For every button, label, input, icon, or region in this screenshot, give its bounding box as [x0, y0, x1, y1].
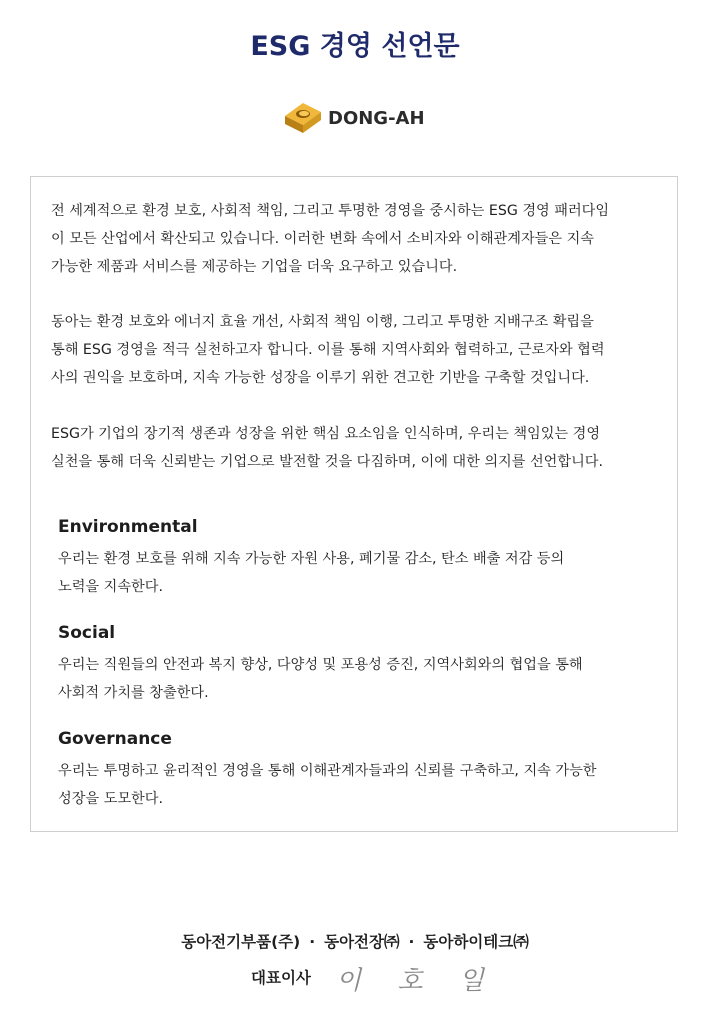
text-line: 우리는 환경 보호를 위해 지속 가능한 자원 사용, 폐기물 감소, 탄소 배출 저감 등의: [58, 551, 565, 567]
company-name: 동아전기부품(주): [181, 933, 301, 951]
section-body-environmental: [58, 545, 658, 601]
company-name: 동아하이테크㈜: [423, 933, 529, 951]
section-body-social: [58, 651, 658, 707]
company-name: 동아전장㈜: [324, 933, 400, 951]
company-names: [0, 930, 710, 952]
representative-label: 대표이사: [251, 969, 311, 987]
section-heading-governance: Governance: [58, 729, 172, 749]
text-line: ESG가 기업의 장기적 생존과 성장을 위한 핵심 요소임을 인식하며, 우리는 책임있는 경영: [51, 426, 601, 442]
text-line: 통해 ESG 경영을 적극 실천하고자 합니다. 이를 통해 지역사회와 협력하고, 근로자와 협력: [51, 342, 605, 358]
page-title: ESG 경영 선언문: [250, 31, 460, 62]
text-line: 우리는 직원들의 안전과 복지 향상, 다양성 및 포용성 증진, 지역사회와의 협업을 통해: [58, 657, 583, 673]
signature: 이 호 일: [336, 966, 498, 996]
company-logo: [283, 99, 425, 137]
text-line: 사의 권익을 보호하며, 지속 가능한 성장을 이루기 위한 견고한 기반을 구축할 것입니다.: [51, 370, 590, 386]
text-line: 동아는 환경 보호와 에너지 효율 개선, 사회적 책임 이행, 그리고 투명한 지배구조 확립을: [51, 314, 594, 330]
separator: ·: [309, 933, 316, 951]
section-body-governance: [58, 757, 658, 813]
dong-ah-logo-icon: [283, 100, 323, 136]
text-line: 가능한 제품과 서비스를 제공하는 기업을 더욱 요구하고 있습니다.: [51, 259, 458, 275]
intro-paragraph-2: [51, 308, 671, 392]
text-line: 노력을 지속한다.: [58, 579, 163, 595]
separator: ·: [408, 933, 415, 951]
logo-wordmark: DONG-AH: [328, 107, 425, 129]
section-heading-social: Social: [58, 623, 116, 643]
section-heading-environmental: Environmental: [58, 517, 198, 537]
intro-paragraph-1: [51, 197, 671, 281]
text-line: 성장을 도모한다.: [58, 791, 163, 807]
text-line: 우리는 투명하고 윤리적인 경영을 통해 이해관계자들과의 신뢰를 구축하고, 지속 가능한: [58, 763, 597, 779]
text-line: 사회적 가치를 창출한다.: [58, 685, 209, 701]
text-line: 이 모든 산업에서 확산되고 있습니다. 이러한 변화 속에서 소비자와 이해관계자들은 지속: [51, 231, 594, 247]
intro-paragraph-3: [51, 420, 671, 476]
text-line: 실천을 통해 더욱 신뢰받는 기업으로 발전할 것을 다짐하며, 이에 대한 의지를 선언합니다.: [51, 454, 604, 470]
text-line: 전 세계적으로 환경 보호, 사회적 책임, 그리고 투명한 경영을 중시하는 ESG 경영 패러다임: [51, 203, 610, 219]
